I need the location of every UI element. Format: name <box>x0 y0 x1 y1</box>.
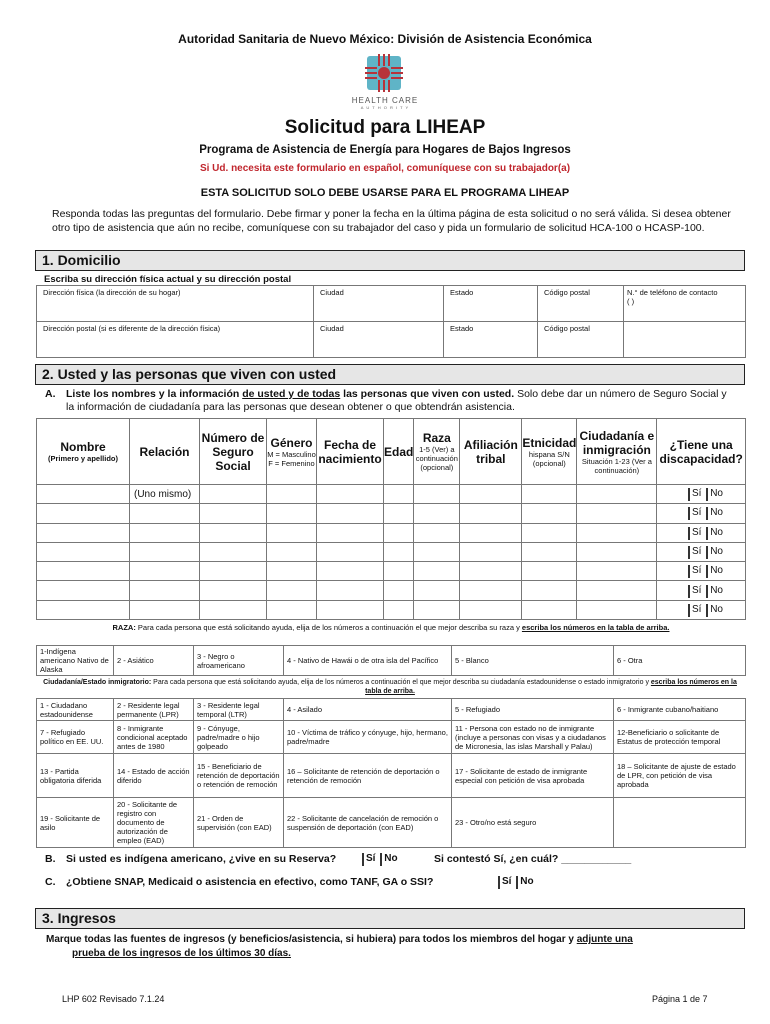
reservation-followup[interactable]: Si contestó Sí, ¿en cuál? ____________ <box>434 853 632 865</box>
member-cell[interactable] <box>317 504 384 523</box>
member-cell[interactable] <box>200 504 267 523</box>
member-cell[interactable] <box>577 542 657 561</box>
member-cell[interactable]: (Uno mismo) <box>130 485 200 504</box>
mailing-address-field[interactable]: Dirección postal (si es diferente de la dirección física) <box>37 322 314 358</box>
race-option: 2 - Asiático <box>114 646 194 676</box>
status-option: 14 - Estado de acción diferido <box>114 754 194 798</box>
member-cell[interactable] <box>384 542 414 561</box>
checkbox-icon[interactable] <box>706 527 708 540</box>
member-cell[interactable] <box>460 600 522 619</box>
household-members-table: Nombre (Primero y apellido) Relación Número de Seguro Social Género M = Masculino F = Femenino Fecha de nacimiento Edad Raza 1-5 (Ver) a continuación (opcional) Afiliación tribal Etnicidad hispana S/N (opcional) Ciudadanía e inmigración Situación 1-23 (Ver a continuación) ¿Tiene una discapacidad? (Uno mismo) Sí No Sí No Sí No Sí No Sí No Sí No Sí No <box>36 418 746 620</box>
member-cell[interactable] <box>384 523 414 542</box>
member-cell[interactable] <box>37 485 130 504</box>
disability-yes-no[interactable]: Sí No <box>657 485 746 504</box>
member-cell[interactable] <box>414 562 460 581</box>
member-cell[interactable] <box>522 485 577 504</box>
section-b-letter: B. <box>45 853 56 865</box>
address-heading: Escriba su dirección física actual y su dirección postal <box>44 274 292 285</box>
member-cell[interactable] <box>317 542 384 561</box>
member-cell[interactable] <box>37 523 130 542</box>
intro-text: Responda todas las preguntas del formulario. Debe firmar y poner la fecha en la última página de esta solicitud o no será válida. Si desea obtener otro tipo de asistencia que aún no recibe, comuníquese con su trabajador del caso y pida un formulario de solicitud HCA-100 o HCASP-100. <box>52 208 731 234</box>
member-cell[interactable] <box>522 542 577 561</box>
status-option: 18 – Solicitante de ajuste de estado de LPR, con petición de visa aprobada <box>614 754 746 798</box>
physical-address-field[interactable]: Dirección física (la dirección de su hogar) <box>37 286 314 322</box>
section-2-header: 2. Usted y las personas que viven con usted <box>35 364 745 385</box>
page-number: Página 1 de 7 <box>652 994 708 1004</box>
reservation-question: Si usted es indígena americano, ¿vive en su Reserva? <box>66 853 337 865</box>
member-cell[interactable] <box>267 562 317 581</box>
member-cell[interactable] <box>577 562 657 581</box>
status-row <box>37 798 746 848</box>
member-cell[interactable] <box>577 504 657 523</box>
checkbox-icon[interactable] <box>706 565 708 578</box>
status-option: 23 - Otro/no está seguro <box>452 798 614 848</box>
citizenship-note: Ciudadanía/Estado inmigratorio: Para cada persona que está solicitando ayuda, elija de los números a continuación el que mejor describa su ciudadanía estadounidense o estado inmigratorio y escriba los números en la tabla de arriba. <box>43 679 737 695</box>
table-row <box>37 504 746 523</box>
member-cell[interactable] <box>37 542 130 561</box>
status-row <box>37 721 746 754</box>
checkbox-icon[interactable] <box>688 604 690 617</box>
reservation-yes-no[interactable]: Sí No <box>360 853 398 865</box>
phone-field[interactable]: N.° de teléfono de contacto ( ) <box>624 286 746 322</box>
benefits-question: ¿Obtiene SNAP, Medicaid o asistencia en efectivo, como TANF, GA o SSI? <box>66 876 434 888</box>
race-option: 4 - Nativo de Hawái o de otra isla del Pacífico <box>284 646 452 676</box>
member-cell[interactable] <box>317 485 384 504</box>
race-option: 5 - Blanco <box>452 646 614 676</box>
member-cell[interactable] <box>414 523 460 542</box>
checkbox-icon[interactable] <box>362 853 364 866</box>
checkbox-icon[interactable] <box>516 876 518 889</box>
status-option: 15 - Beneficiario de retención de deportación o retención de remoción <box>194 754 284 798</box>
section-a-letter: A. <box>45 388 56 400</box>
checkbox-icon[interactable] <box>706 585 708 598</box>
status-option: 5 - Refugiado <box>452 699 614 721</box>
race-codes-table <box>36 645 746 676</box>
race-option: 3 - Negro o afroamericano <box>194 646 284 676</box>
status-option: 6 - Inmigrante cubano/haitiano <box>614 699 746 721</box>
race-option: 1-Indígena americano Nativo de Alaska <box>37 646 114 676</box>
status-option: 4 - Asilado <box>284 699 452 721</box>
member-cell[interactable] <box>384 581 414 600</box>
member-cell[interactable] <box>317 523 384 542</box>
status-option: 20 - Solicitante de registro con documento de autorización de empleo (EAD) <box>114 798 194 848</box>
member-cell[interactable] <box>414 542 460 561</box>
status-option: 17 - Solicitante de estado de inmigrante especial con petición de visa aprobada <box>452 754 614 798</box>
benefits-yes-no[interactable]: Sí No <box>496 876 534 888</box>
member-cell[interactable] <box>130 600 200 619</box>
logo-subtext: A U T H O R I T Y <box>360 105 410 110</box>
disability-yes-no[interactable]: Sí No <box>657 600 746 619</box>
status-option <box>614 798 746 848</box>
member-cell[interactable] <box>460 562 522 581</box>
member-cell[interactable] <box>130 504 200 523</box>
checkbox-icon[interactable] <box>688 585 690 598</box>
member-cell[interactable] <box>200 523 267 542</box>
member-cell[interactable] <box>130 542 200 561</box>
mailing-city-field[interactable]: Ciudad <box>314 322 444 358</box>
member-cell[interactable] <box>130 581 200 600</box>
disability-yes-no[interactable]: Sí No <box>657 562 746 581</box>
mailing-state-field[interactable]: Estado <box>444 322 538 358</box>
member-cell[interactable] <box>267 504 317 523</box>
checkbox-icon[interactable] <box>380 853 382 866</box>
member-cell[interactable] <box>384 504 414 523</box>
member-cell[interactable] <box>460 504 522 523</box>
citizenship-codes-table <box>36 698 746 848</box>
status-option: 16 – Solicitante de retención de deportación o retención de remoción <box>284 754 452 798</box>
member-cell[interactable] <box>522 562 577 581</box>
liheap-only-note: ESTA SOLICITUD SOLO DEBE USARSE PARA EL PROGRAMA LIHEAP <box>200 187 570 199</box>
member-cell[interactable] <box>384 600 414 619</box>
member-cell[interactable] <box>460 485 522 504</box>
member-cell[interactable] <box>577 600 657 619</box>
address-table <box>36 285 746 358</box>
member-cell[interactable] <box>460 581 522 600</box>
member-cell[interactable] <box>200 581 267 600</box>
member-cell[interactable] <box>384 485 414 504</box>
member-cell[interactable] <box>200 542 267 561</box>
status-option: 3 - Residente legal temporal (LTR) <box>194 699 284 721</box>
member-cell[interactable] <box>414 485 460 504</box>
status-option: 8 - Inmigrante condicional aceptado antes de 1980 <box>114 721 194 754</box>
table-row <box>37 542 746 561</box>
member-cell[interactable] <box>384 562 414 581</box>
table-row <box>37 523 746 542</box>
member-cell[interactable] <box>200 485 267 504</box>
form-subtitle: Programa de Asistencia de Energía para Hogares de Bajos Ingresos <box>199 144 571 156</box>
checkbox-icon[interactable] <box>498 876 500 889</box>
member-cell[interactable] <box>37 562 130 581</box>
member-cell[interactable] <box>130 562 200 581</box>
spanish-note: Si Ud. necesita este formulario en español, comuníquese con su trabajador(a) <box>199 163 571 174</box>
disability-yes-no[interactable]: Sí No <box>657 523 746 542</box>
table-row <box>37 581 746 600</box>
status-option: 7 - Refugiado político en EE. UU. <box>37 721 114 754</box>
section-c-letter: C. <box>45 876 56 888</box>
checkbox-icon[interactable] <box>688 565 690 578</box>
status-option: 2 - Residente legal permanente (LPR) <box>114 699 194 721</box>
member-cell[interactable] <box>200 600 267 619</box>
checkbox-icon[interactable] <box>688 507 690 520</box>
status-option: 21 - Orden de supervisión (con EAD) <box>194 798 284 848</box>
status-row <box>37 754 746 798</box>
status-option: 1 - Ciudadano estadounidense <box>37 699 114 721</box>
state-field[interactable]: Estado <box>444 286 538 322</box>
disability-yes-no[interactable]: Sí No <box>657 542 746 561</box>
member-cell[interactable] <box>317 562 384 581</box>
member-cell[interactable] <box>577 581 657 600</box>
income-instructions: Marque todas las fuentes de ingresos (y beneficios/asistencia, si hubiera) para todos los miembros del hogar y adjunte una prueba de los ingresos de los últimos 30 días. <box>46 934 633 959</box>
member-cell[interactable] <box>460 542 522 561</box>
checkbox-icon[interactable] <box>706 546 708 559</box>
member-cell[interactable] <box>37 504 130 523</box>
section-a-text: Liste los nombres y la información de usted y de todas las personas que viven con usted. Solo debe dar un número de Seguro Social y la información de ciudadanía para las personas que desean obtener o que obtendrán asistencia. <box>66 388 727 413</box>
table-row <box>37 600 746 619</box>
member-cell[interactable] <box>317 600 384 619</box>
member-cell[interactable] <box>200 562 267 581</box>
checkbox-icon[interactable] <box>688 527 690 540</box>
member-cell[interactable] <box>267 581 317 600</box>
member-cell[interactable] <box>522 523 577 542</box>
member-cell[interactable] <box>577 523 657 542</box>
status-option: 12-Beneficiario o solicitante de Estatus de protección temporal <box>614 721 746 754</box>
member-cell[interactable] <box>460 523 522 542</box>
status-option: 22 - Solicitante de cancelación de remoción o suspensión de deportación (con EAD) <box>284 798 452 848</box>
member-cell[interactable] <box>414 504 460 523</box>
section-3-header: 3. Ingresos <box>35 908 745 929</box>
city-field[interactable]: Ciudad <box>314 286 444 322</box>
checkbox-icon[interactable] <box>706 507 708 520</box>
checkbox-icon[interactable] <box>706 604 708 617</box>
status-option: 9 - Cónyuge, padre/madre o hijo golpeado <box>194 721 284 754</box>
disability-yes-no[interactable]: Sí No <box>657 504 746 523</box>
status-option: 19 - Solicitante de asilo <box>37 798 114 848</box>
zia-logo-icon <box>363 52 405 94</box>
member-cell[interactable] <box>577 485 657 504</box>
member-cell[interactable] <box>130 523 200 542</box>
form-title: Solicitud para LIHEAP <box>284 117 486 138</box>
member-cell[interactable] <box>317 581 384 600</box>
member-cell[interactable] <box>414 600 460 619</box>
member-cell[interactable] <box>267 600 317 619</box>
race-option: 6 - Otra <box>614 646 746 676</box>
zip-field[interactable]: Código postal <box>538 286 624 322</box>
checkbox-icon[interactable] <box>688 546 690 559</box>
mailing-zip-field[interactable]: Código postal <box>538 322 624 358</box>
member-cell[interactable] <box>267 542 317 561</box>
member-cell[interactable] <box>414 581 460 600</box>
section-1-header: 1. Domicilio <box>35 250 745 271</box>
member-cell[interactable] <box>37 600 130 619</box>
member-cell[interactable] <box>37 581 130 600</box>
checkbox-icon[interactable] <box>688 488 690 501</box>
table-row <box>37 485 746 504</box>
status-row <box>37 699 746 721</box>
table-row <box>37 562 746 581</box>
checkbox-icon[interactable] <box>706 488 708 501</box>
status-option: 11 - Persona con estado no de inmigrante (incluye a personas con visas y a ciudadanos de Micronesia, las islas Marshall y Palau) <box>452 721 614 754</box>
status-option: 10 - Víctima de tráfico y cónyuge, hijo, hermano, padre/madre <box>284 721 452 754</box>
disability-yes-no[interactable]: Sí No <box>657 581 746 600</box>
member-cell[interactable] <box>522 504 577 523</box>
race-note: RAZA: Para cada persona que está solicitando ayuda, elija de los números a continuación el que mejor describa su raza y escriba los números en la tabla de arriba. <box>112 623 670 632</box>
member-cell[interactable] <box>522 600 577 619</box>
member-cell[interactable] <box>267 485 317 504</box>
agency-header: Autoridad Sanitaria de Nuevo México: División de Asistencia Económica <box>178 32 592 46</box>
member-cell[interactable] <box>267 523 317 542</box>
form-revision: LHP 602 Revisado 7.1.24 <box>62 994 165 1004</box>
status-option: 13 - Partida obligatoria diferida <box>37 754 114 798</box>
logo-text: HEALTH CARE <box>351 96 419 105</box>
member-cell[interactable] <box>522 581 577 600</box>
